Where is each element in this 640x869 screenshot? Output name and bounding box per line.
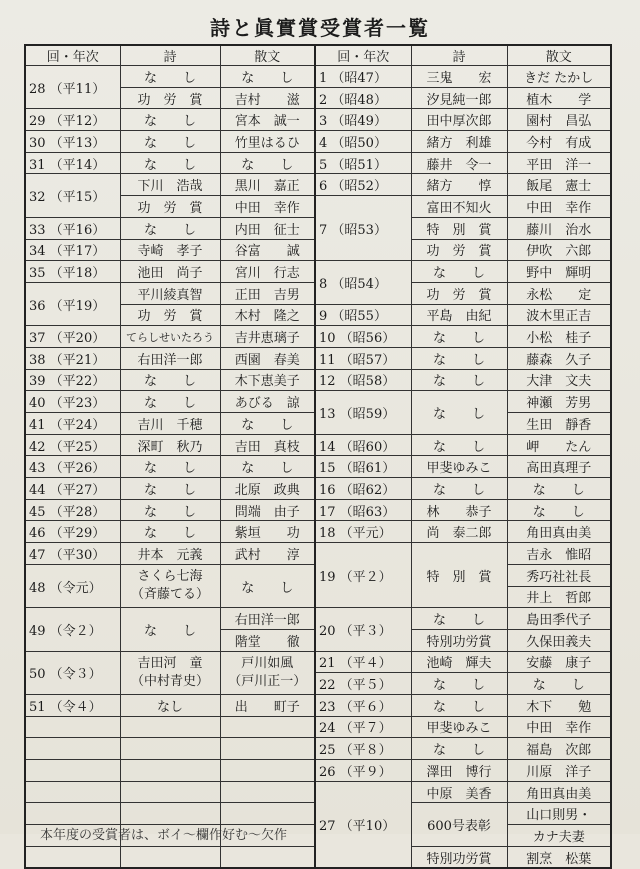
poetry-cell: な し (411, 673, 507, 695)
poetry-cell: 右田洋一郎 (120, 347, 220, 369)
table-row (25, 434, 611, 456)
table-row (25, 261, 611, 283)
prose-cell: きだ たかし (507, 66, 611, 88)
poetry-cell: 600号表彰 (411, 803, 507, 846)
table-row (25, 651, 611, 673)
year-cell: 15 （昭61） (315, 456, 411, 478)
year-cell: 10 （昭56） (315, 326, 411, 348)
table-row (25, 716, 611, 738)
empty-cell (220, 716, 315, 738)
empty-cell (220, 760, 315, 782)
prose-cell: あびる 諒 (220, 391, 315, 413)
year-cell: 42 （平25） (25, 434, 120, 456)
table-row (25, 131, 611, 153)
prose-cell: 木下 勉 (507, 694, 611, 716)
prose-cell: 出 町子 (220, 694, 315, 716)
year-cell: 20 （平３） (315, 608, 411, 651)
prose-cell: 飯尾 憲士 (507, 174, 611, 196)
poetry-cell: 寺崎 孝子 (120, 239, 220, 261)
prose-cell: 吉村 滋 (220, 87, 315, 109)
header-year: 回・年次 (315, 45, 411, 66)
year-cell: 44 （平27） (25, 478, 120, 500)
poetry-cell: なし (120, 694, 220, 716)
year-cell: 48 （令元） (25, 564, 120, 607)
poetry-cell: 功 労 賞 (411, 239, 507, 261)
table-row (25, 543, 611, 565)
prose-cell: 伊吹 六郎 (507, 239, 611, 261)
year-cell: 17 （昭63） (315, 499, 411, 521)
year-cell: 31 （平14） (25, 152, 120, 174)
year-cell: 8 （昭54） (315, 261, 411, 304)
award-table-wrapper (24, 44, 610, 869)
empty-cell (25, 781, 120, 803)
prose-cell: 安藤 康子 (507, 651, 611, 673)
poetry-cell: な し (411, 391, 507, 434)
year-cell: 45 （平28） (25, 499, 120, 521)
poetry-cell: な し (411, 608, 507, 630)
prose-cell: 吉田 真枝 (220, 434, 315, 456)
empty-cell (220, 738, 315, 760)
prose-cell: 中田 幸作 (220, 196, 315, 218)
poetry-cell: 功 労 賞 (120, 304, 220, 326)
prose-cell: な し (220, 152, 315, 174)
poetry-cell: な し (411, 478, 507, 500)
prose-cell: 角田真由美 (507, 781, 611, 803)
table-row (25, 174, 611, 196)
poetry-cell: 平川綾真智 (120, 282, 220, 304)
poetry-cell: な し (411, 261, 507, 283)
year-cell: 27 （平10） (315, 781, 411, 868)
year-cell: 41 （平24） (25, 413, 120, 435)
prose-cell: な し (220, 456, 315, 478)
prose-cell (220, 651, 315, 694)
year-cell: 26 （平９） (315, 760, 411, 782)
award-table (24, 44, 612, 869)
prose-cell: 永松 定 (507, 282, 611, 304)
poetry-cell: な し (411, 738, 507, 760)
prose-cell: 木村 隆之 (220, 304, 315, 326)
prose-cell: 黒川 嘉正 (220, 174, 315, 196)
poetry-cell: な し (120, 152, 220, 174)
poetry-cell: 功 労 賞 (120, 196, 220, 218)
poet-real-name: （斉藤てる） (130, 587, 209, 602)
year-cell: 35 （平18） (25, 261, 120, 283)
footer-text: 本年度の受賞者は、ボイ〜欄作好む〜欠作 (40, 828, 288, 843)
poetry-cell: な し (120, 66, 220, 88)
year-cell: 28 （平11） (25, 66, 120, 109)
year-cell: 47 （平30） (25, 543, 120, 565)
prose-cell: 井上 哲郎 (507, 586, 611, 608)
prose-cell: 宮本 誠一 (220, 109, 315, 131)
year-cell: 12 （昭58） (315, 369, 411, 391)
page-title: 詩と眞實賞受賞者一覧 (210, 16, 430, 40)
year-cell: 24 （平７） (315, 716, 411, 738)
poetry-cell: な し (120, 456, 220, 478)
year-cell: 13 （昭59） (315, 391, 411, 434)
poetry-cell: な し (411, 369, 507, 391)
prose-cell: 中田 幸作 (507, 196, 611, 218)
prose-cell: 福島 次郎 (507, 738, 611, 760)
poetry-cell: 特別功労賞 (411, 629, 507, 651)
poetry-cell: 吉川 千穂 (120, 413, 220, 435)
poet-real-name: （中村青史） (130, 673, 209, 689)
empty-cell (25, 846, 120, 868)
header-poetry: 詩 (411, 45, 507, 66)
poetry-cell: 富田不知火 (411, 196, 507, 218)
author-real-name: （戸川正一） (228, 673, 307, 689)
prose-cell: 吉永 惟昭 (507, 543, 611, 565)
empty-cell (120, 716, 220, 738)
header-prose: 散文 (220, 45, 315, 66)
year-cell: 49 （令２） (25, 608, 120, 651)
table-row (25, 694, 611, 716)
prose-cell: な し (220, 413, 315, 435)
year-cell: 21 （平４） (315, 651, 411, 673)
poetry-cell: な し (120, 131, 220, 153)
prose-cell: 木下恵美子 (220, 369, 315, 391)
poetry-cell: 中原 美香 (411, 781, 507, 803)
poetry-cell: な し (411, 434, 507, 456)
year-cell: 2 （昭48） (315, 87, 411, 109)
year-cell: 23 （平６） (315, 694, 411, 716)
year-cell: 33 （平16） (25, 217, 120, 239)
empty-cell (220, 846, 315, 868)
table-row (25, 521, 611, 543)
prose-cell: 中田 幸作 (507, 716, 611, 738)
empty-cell (25, 760, 120, 782)
header-poetry: 詩 (120, 45, 220, 66)
poetry-cell: 三鬼 宏 (411, 66, 507, 88)
poetry-cell (120, 564, 220, 607)
header-prose: 散文 (507, 45, 611, 66)
poetry-cell: な し (120, 369, 220, 391)
poetry-cell: 汐見純一郎 (411, 87, 507, 109)
prose-cell: 右田洋一郎 (220, 608, 315, 630)
year-cell: 18 （平元） (315, 521, 411, 543)
poetry-cell: 藤井 令一 (411, 152, 507, 174)
empty-cell (120, 760, 220, 782)
poetry-cell: 池崎 輝夫 (411, 651, 507, 673)
prose-cell: な し (507, 478, 611, 500)
poetry-cell: 平島 由紀 (411, 304, 507, 326)
year-cell: 34 （平17） (25, 239, 120, 261)
prose-cell: 大津 文夫 (507, 369, 611, 391)
year-cell: 43 （平26） (25, 456, 120, 478)
year-cell: 36 （平19） (25, 282, 120, 325)
poet-name: さくら七海 (137, 569, 203, 584)
year-cell: 30 （平13） (25, 131, 120, 153)
prose-cell: 平田 洋一 (507, 152, 611, 174)
poetry-cell: 功 労 賞 (120, 87, 220, 109)
table-row (25, 781, 611, 803)
prose-cell: 川原 洋子 (507, 760, 611, 782)
table-row (25, 608, 611, 630)
year-cell: 7 （昭53） (315, 196, 411, 261)
poetry-cell: な し (120, 521, 220, 543)
prose-cell: 島田季代子 (507, 608, 611, 630)
year-cell: 11 （昭57） (315, 347, 411, 369)
poetry-cell: 田中厚次郎 (411, 109, 507, 131)
poetry-cell: 下川 浩哉 (120, 174, 220, 196)
poetry-cell: 緒方 利雄 (411, 131, 507, 153)
empty-cell (25, 803, 120, 825)
header-year: 回・年次 (25, 45, 120, 66)
prose-cell: カナ夫妻 (507, 825, 611, 847)
prose-cell: 久保田義夫 (507, 629, 611, 651)
prose-cell: 北原 政典 (220, 478, 315, 500)
poetry-cell: 甲斐ゆみこ (411, 716, 507, 738)
prose-cell: 武村 淳 (220, 543, 315, 565)
poetry-cell: な し (120, 391, 220, 413)
empty-cell (120, 803, 220, 825)
prose-cell: 高田真理子 (507, 456, 611, 478)
empty-cell (120, 738, 220, 760)
empty-cell (220, 803, 315, 825)
year-cell: 4 （昭50） (315, 131, 411, 153)
prose-cell: 藤川 治水 (507, 217, 611, 239)
poetry-cell: な し (120, 499, 220, 521)
poetry-cell: な し (120, 217, 220, 239)
empty-cell (25, 738, 120, 760)
poetry-cell: 功 労 賞 (411, 282, 507, 304)
year-cell: 6 （昭52） (315, 174, 411, 196)
poetry-cell: 尚 泰二郎 (411, 521, 507, 543)
prose-cell: 竹里はるひ (220, 131, 315, 153)
poetry-cell: 井本 元義 (120, 543, 220, 565)
prose-cell: 割烹 松葉 (507, 846, 611, 868)
year-cell: 3 （昭49） (315, 109, 411, 131)
poetry-cell: 緒方 惇 (411, 174, 507, 196)
year-cell: 5 （昭51） (315, 152, 411, 174)
poetry-cell: 池田 尚子 (120, 261, 220, 283)
author-name: 戸川如風 (241, 655, 294, 671)
table-row (25, 391, 611, 413)
poetry-cell: な し (120, 109, 220, 131)
prose-cell: 吉井恵璃子 (220, 326, 315, 348)
year-cell: 16 （昭62） (315, 478, 411, 500)
prose-cell: 宮川 行志 (220, 261, 315, 283)
year-cell: 51 （令４） (25, 694, 120, 716)
year-cell: 40 （平23） (25, 391, 120, 413)
prose-cell: 西園 春美 (220, 347, 315, 369)
year-cell: 22 （平５） (315, 673, 411, 695)
prose-cell: 問端 由子 (220, 499, 315, 521)
prose-cell: な し (507, 499, 611, 521)
year-cell: 39 （平22） (25, 369, 120, 391)
prose-cell: 角田真由美 (507, 521, 611, 543)
poetry-cell: 特別功労賞 (411, 846, 507, 868)
prose-cell: 階堂 徹 (220, 629, 315, 651)
table-row (25, 738, 611, 760)
empty-cell (25, 716, 120, 738)
prose-cell: な し (507, 673, 611, 695)
year-cell: 37 （平20） (25, 326, 120, 348)
poetry-cell: な し (411, 326, 507, 348)
header-row (25, 45, 611, 66)
prose-cell: 正田 吉男 (220, 282, 315, 304)
table-row (25, 109, 611, 131)
empty-cell (120, 781, 220, 803)
prose-cell: 岬 たん (507, 434, 611, 456)
prose-cell: な し (220, 564, 315, 607)
table-row (25, 347, 611, 369)
table-row (25, 760, 611, 782)
prose-cell: な し (220, 66, 315, 88)
empty-cell (120, 846, 220, 868)
table-row (25, 326, 611, 348)
year-cell: 29 （平12） (25, 109, 120, 131)
year-cell: 32 （平15） (25, 174, 120, 217)
table-row (25, 152, 611, 174)
table-row (25, 66, 611, 88)
prose-cell: 今村 有成 (507, 131, 611, 153)
poetry-cell: 深町 秋乃 (120, 434, 220, 456)
table-row (25, 478, 611, 500)
year-cell: 1 （昭47） (315, 66, 411, 88)
prose-cell: 内田 征士 (220, 217, 315, 239)
prose-cell: 山口則男・ (507, 803, 611, 825)
poetry-cell: な し (411, 694, 507, 716)
poetry-cell: 林 恭子 (411, 499, 507, 521)
poetry-cell: な し (120, 608, 220, 651)
poetry-cell: 特 別 賞 (411, 217, 507, 239)
prose-cell: 生田 靜香 (507, 413, 611, 435)
year-cell: 9 （昭55） (315, 304, 411, 326)
prose-cell: 秀巧社社長 (507, 564, 611, 586)
poetry-cell: 甲斐ゆみこ (411, 456, 507, 478)
prose-cell: 紫垣 功 (220, 521, 315, 543)
poetry-cell: な し (120, 478, 220, 500)
prose-cell: 小松 桂子 (507, 326, 611, 348)
prose-cell: 植木 学 (507, 87, 611, 109)
table-row (25, 369, 611, 391)
prose-cell: 神瀬 芳男 (507, 391, 611, 413)
prose-cell: 藤森 久子 (507, 347, 611, 369)
prose-cell: 園村 昌弘 (507, 109, 611, 131)
year-cell: 38 （平21） (25, 347, 120, 369)
poetry-cell: 澤田 博行 (411, 760, 507, 782)
poetry-cell: な し (411, 347, 507, 369)
prose-cell: 波木里正吉 (507, 304, 611, 326)
year-cell: 50 （令３） (25, 651, 120, 694)
poetry-cell (120, 651, 220, 694)
prose-cell: 谷富 誠 (220, 239, 315, 261)
table-row (25, 499, 611, 521)
prose-cell: 野中 輝明 (507, 261, 611, 283)
poetry-cell: 特 別 賞 (411, 543, 507, 608)
poetry-cell: てらしせいたろう (120, 326, 220, 348)
poet-name: 吉田河 童 (137, 655, 203, 671)
table-row (25, 456, 611, 478)
year-cell: 25 （平８） (315, 738, 411, 760)
year-cell: 14 （昭60） (315, 434, 411, 456)
empty-cell (220, 781, 315, 803)
year-cell: 19 （平２） (315, 543, 411, 608)
year-cell: 46 （平29） (25, 521, 120, 543)
